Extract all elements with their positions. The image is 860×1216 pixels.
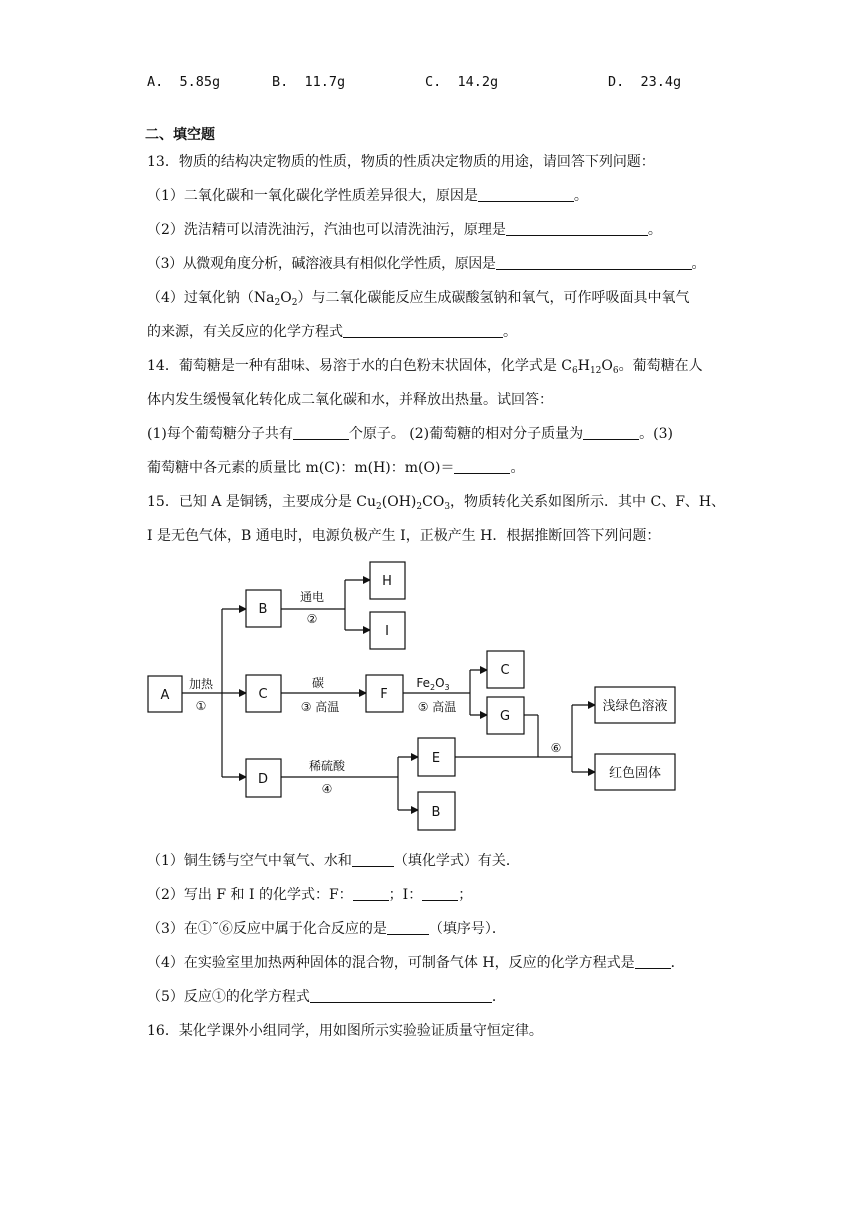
label-e: E [431, 751, 441, 766]
q15-part2: （2）写出 F 和 I 的化学式：F： ；I： ； [147, 887, 473, 903]
label-c2: C [500, 663, 510, 678]
q13-part3: （3）从微观角度分析，碱溶液具有相似化学性质，原因是 。 [147, 256, 706, 272]
q13-part1: （1）二氧化碳和一氧化碳化学性质差异很大，原因是 。 [147, 188, 588, 204]
answer-blank[interactable] [387, 920, 429, 935]
label-a: A [160, 688, 170, 703]
label-b2: B [431, 805, 441, 820]
section-title: 二、填空题 [145, 127, 215, 143]
label-c: C [258, 687, 268, 702]
label-electrolysis: 通电 [299, 590, 325, 604]
label-heat: 加热 [188, 677, 214, 691]
label-step4: ④ [321, 782, 333, 796]
q13-intro: 13．物质的结构决定物质的性质，物质的性质决定物质的用途，请回答下列问题： [147, 154, 655, 170]
option-a: A. 5.85g [147, 74, 221, 90]
label-step3: ③ 高温 [300, 700, 340, 714]
label-step1: ① [195, 699, 207, 713]
option-b: B. 11.7g [272, 74, 346, 90]
q15-line1: 15．已知 A 是铜锈，主要成分是 $Cu_2(OH)_2CO_3$，物质转化关系如图所示．其中 C、F、H、 [147, 494, 726, 512]
answer-blank[interactable] [635, 954, 671, 969]
q14-line1: 14．葡萄糖是一种有甜味、易溶于水的白色粉末状固体，化学式是 $C_6H_{12}O_6$。葡萄糖在人 [147, 358, 703, 376]
answer-blank[interactable] [353, 886, 389, 901]
label-b: B [258, 602, 268, 617]
label-green-solution: 浅绿色溶液 [602, 699, 668, 714]
q14-line2: 体内发生缓慢氧化转化成二氧化碳和水，并释放出热量。试回答： [147, 392, 553, 408]
q13-part4-line2: 的来源，有关反应的化学方程式 。 [147, 324, 517, 340]
label-fe2o3: $Fe_2O_3$ [416, 676, 450, 692]
label-f: F [380, 687, 388, 702]
q15-part1: （1）铜生锈与空气中氧气、水和 （填化学式）有关． [147, 853, 520, 869]
q14-line3: (1)每个葡萄糖分子共有 个原子。 (2)葡萄糖的相对分子质量为 。(3) [147, 426, 673, 442]
q13-part2: （2）洗洁精可以清洗油污，汽油也可以清洗油污，原理是 。 [147, 222, 662, 238]
answer-blank[interactable] [310, 988, 492, 1003]
label-step6: ⑥ [550, 741, 562, 755]
q16-line1: 16．某化学课外小组同学，用如图所示实验验证质量守恒定律。 [147, 1023, 543, 1039]
label-d: D [257, 772, 269, 787]
label-g: G [499, 709, 511, 724]
option-d: D. 23.4g [608, 74, 682, 90]
option-c: C. 14.2g [425, 74, 499, 90]
q13-part4-line1: （4）过氧化钠$(Na_2O_2)$与二氧化碳能反应生成碳酸氢钠和氧气，可作呼吸面具中氧气 [147, 290, 690, 308]
label-step5: ⑤ 高温 [417, 700, 457, 714]
label-h: H [382, 574, 392, 589]
answer-blank[interactable] [352, 852, 394, 867]
q15-line2: I 是无色气体，B 通电时，电源负极产生 I，正极产生 H．根据推断回答下列问题： [147, 528, 661, 544]
label-step2: ② [306, 612, 318, 626]
label-red-solid: 红色固体 [608, 766, 662, 781]
label-carbon: 碳 [311, 676, 325, 690]
label-i: I [385, 624, 389, 639]
q15-part5: （5）反应①的化学方程式 ． [147, 989, 506, 1005]
label-sulfuric-acid: 稀硫酸 [308, 759, 346, 773]
answer-blank[interactable] [422, 886, 458, 901]
q14-line4: 葡萄糖中各元素的质量比 m(C)：m(H)：m(O)＝ 。 [147, 460, 525, 476]
q15-part4: （4）在实验室里加热两种固体的混合物，可制备气体 H，反应的化学方程式是 ． [147, 955, 685, 971]
q15-part3: （3）在①˜⑥反应中属于化合反应的是 （填序号）． [147, 921, 506, 937]
